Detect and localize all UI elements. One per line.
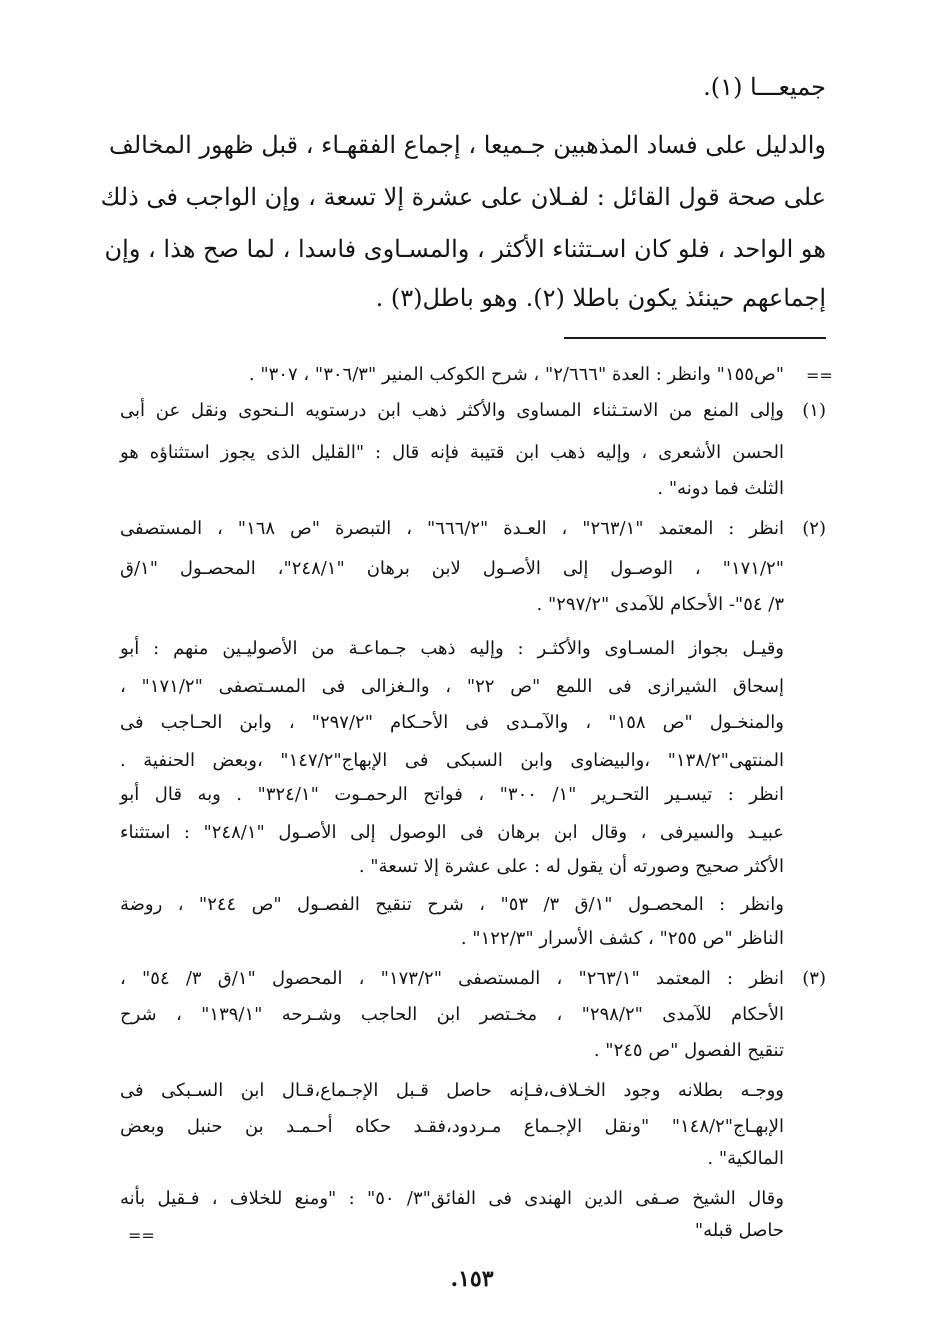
footnote-2-line: ٣/ ٥٤"- الأحكام للآمدى "٢٩٧/٢" . xyxy=(536,594,784,615)
footnote-2-extra-line: الناظر "ص ٢٥٥" ، كشف الأسرار "١٢٢/٣" . xyxy=(460,928,784,949)
footnote-1-number: (١) xyxy=(802,400,826,421)
main-paragraph-line: والدليل على فساد المذهبين جـميعا ، إجماع الفقهـاء ، قبل ظهور المخالف xyxy=(108,131,826,159)
footnote-2-extra-line: وانظر : المحصـول "١/ق ٣/ ٥٣" ، شرح تنقيح الفصـول "ص ٢٤٤" ، روضة xyxy=(120,894,784,915)
footnote-1-line: وإلى المنع من الاستـثناء المساوى والأكثر ذهب ابن درستويه الـنحوى ونقل عن أبى xyxy=(120,400,784,421)
footnote-3-number: (٣) xyxy=(802,968,826,989)
footnote-3-line: تنقيح الفصول "ص ٢٤٥" . xyxy=(593,1040,784,1061)
main-paragraph-line: إجماعهم حينئذ يكون باطلا (٢). وهو باطل(٣) . xyxy=(375,284,826,312)
footnote-2-extra-line: والمنخـول "ص ١٥٨" ، والآمـدى فى الأحـكام "٢٩٧/٢" ، وابن الحـاجب فى xyxy=(120,712,784,733)
footnote-2-extra-line: وقيـل بجواز المسـاوى والأكثـر : وإليه ذهب جـماعـة من الأصوليـين منهم : أبو xyxy=(120,638,784,659)
page-number: ١٥٣. xyxy=(450,1266,494,1292)
footnote-3-extra-line: المالكية" . xyxy=(707,1148,784,1169)
footnote-2-extra-line: عبيـد والسيرفى ، وقال ابن برهان فى الوصول إلى الأصـول "٢٤٨/١" : استثناء xyxy=(120,822,784,843)
footnote-3-extra-line: ووجـه بطلانه وجود الخـلاف،فـإنه حاصل قـبل الإجـماع،قـال ابن السـبكى فى xyxy=(120,1080,784,1101)
footnote-2-extra-line: المنتهى"١٣٨/٢" ،والبيضاوى وابن السبكى فى الإبهاج"١٤٧/٢" ،وبعض الحنفية . xyxy=(120,750,785,771)
footnote-3-final-line: وقال الشيخ صـفى الدين الهندى فى الفائق"٣/ ٥٠" : "ومنع للخلاف ، فـقيل بأنه xyxy=(120,1188,784,1209)
continuation-mark-top: == xyxy=(806,366,833,385)
footnote-separator xyxy=(564,337,826,339)
main-paragraph-line: هو الواحد ، فلو كان اسـتثناء الأكثر ، والمسـاوى فاسدا ، لما صح هذا ، وإن xyxy=(104,235,826,263)
footnote-2-line: "١٧١/٢" ، الوصـول إلى الأصـول لابن برهان "٢٤٨/١"، المحصـول "١/ق xyxy=(120,558,784,579)
footnote-2-extra-line: الأكثر صحيح وصورته أن يقول له : على عشرة إلا تسعة" . xyxy=(358,856,784,877)
footnote-2-line: انظر : المعتمد "٢٦٣/١" ، العـدة "٦٦٦/٢" ، التبصرة "ص ١٦٨" ، المستصفى xyxy=(120,518,784,539)
footnote-3-extra-line: الإبهـاج"١٤٨/٢" "ونقل الإجـماع مـردود،فقـد حكاه أحـمـد بن حنبل وبعض xyxy=(120,1116,784,1137)
footnote-3-line: الأحكام للآمدى "٢٩٨/٢" ، مخـتصر ابن الحاجب وشـرحه "١٣٩/١" ، شرح xyxy=(120,1004,784,1025)
footnote-3-line: انظر : المعتمد "٢٦٣/١" ، المستصفى "١٧٣/٢" ، المحصول "١/ق ٣/ ٥٤" ، xyxy=(120,968,784,989)
footnote-1-line: الحسن الأشعرى ، وإليه ذهب ابن قتيبة فإنه قال : "القليل الذى يجوز استثناؤه هو xyxy=(120,442,784,463)
continuation-mark-bottom: == xyxy=(128,1226,155,1245)
main-paragraph-line: على صحة قول القائل : لفـلان على عشرة إلا تسعة ، وإن الواجب فى ذلك xyxy=(100,183,826,211)
top-continuation-line: جميعـــا (١). xyxy=(703,73,826,101)
footnote-2-extra-line: إسحاق الشيرازى فى اللمع "ص ٢٢" ، والـغزالى فى المسـتصفى "١٧١/٢" ، xyxy=(120,676,785,697)
footnote-2-number: (٢) xyxy=(802,518,826,539)
footnote-1-line: الثلث فما دونه" . xyxy=(657,478,784,499)
footnote-2-extra-line: انظر : تيسـير التحـرير "١/ ٣٠٠" ، فواتح الرحمـوت "٣٢٤/١" . وبه قال أبو xyxy=(120,784,784,805)
footnote-carryover: "ص١٥٥" وانظر : العدة "٢/٦٦٦" ، شرح الكوكب المنير "٣٠٦/٣" ، ٣٠٧" . xyxy=(248,364,784,385)
footnote-3-final-line: حاصل قبله" xyxy=(694,1220,784,1241)
